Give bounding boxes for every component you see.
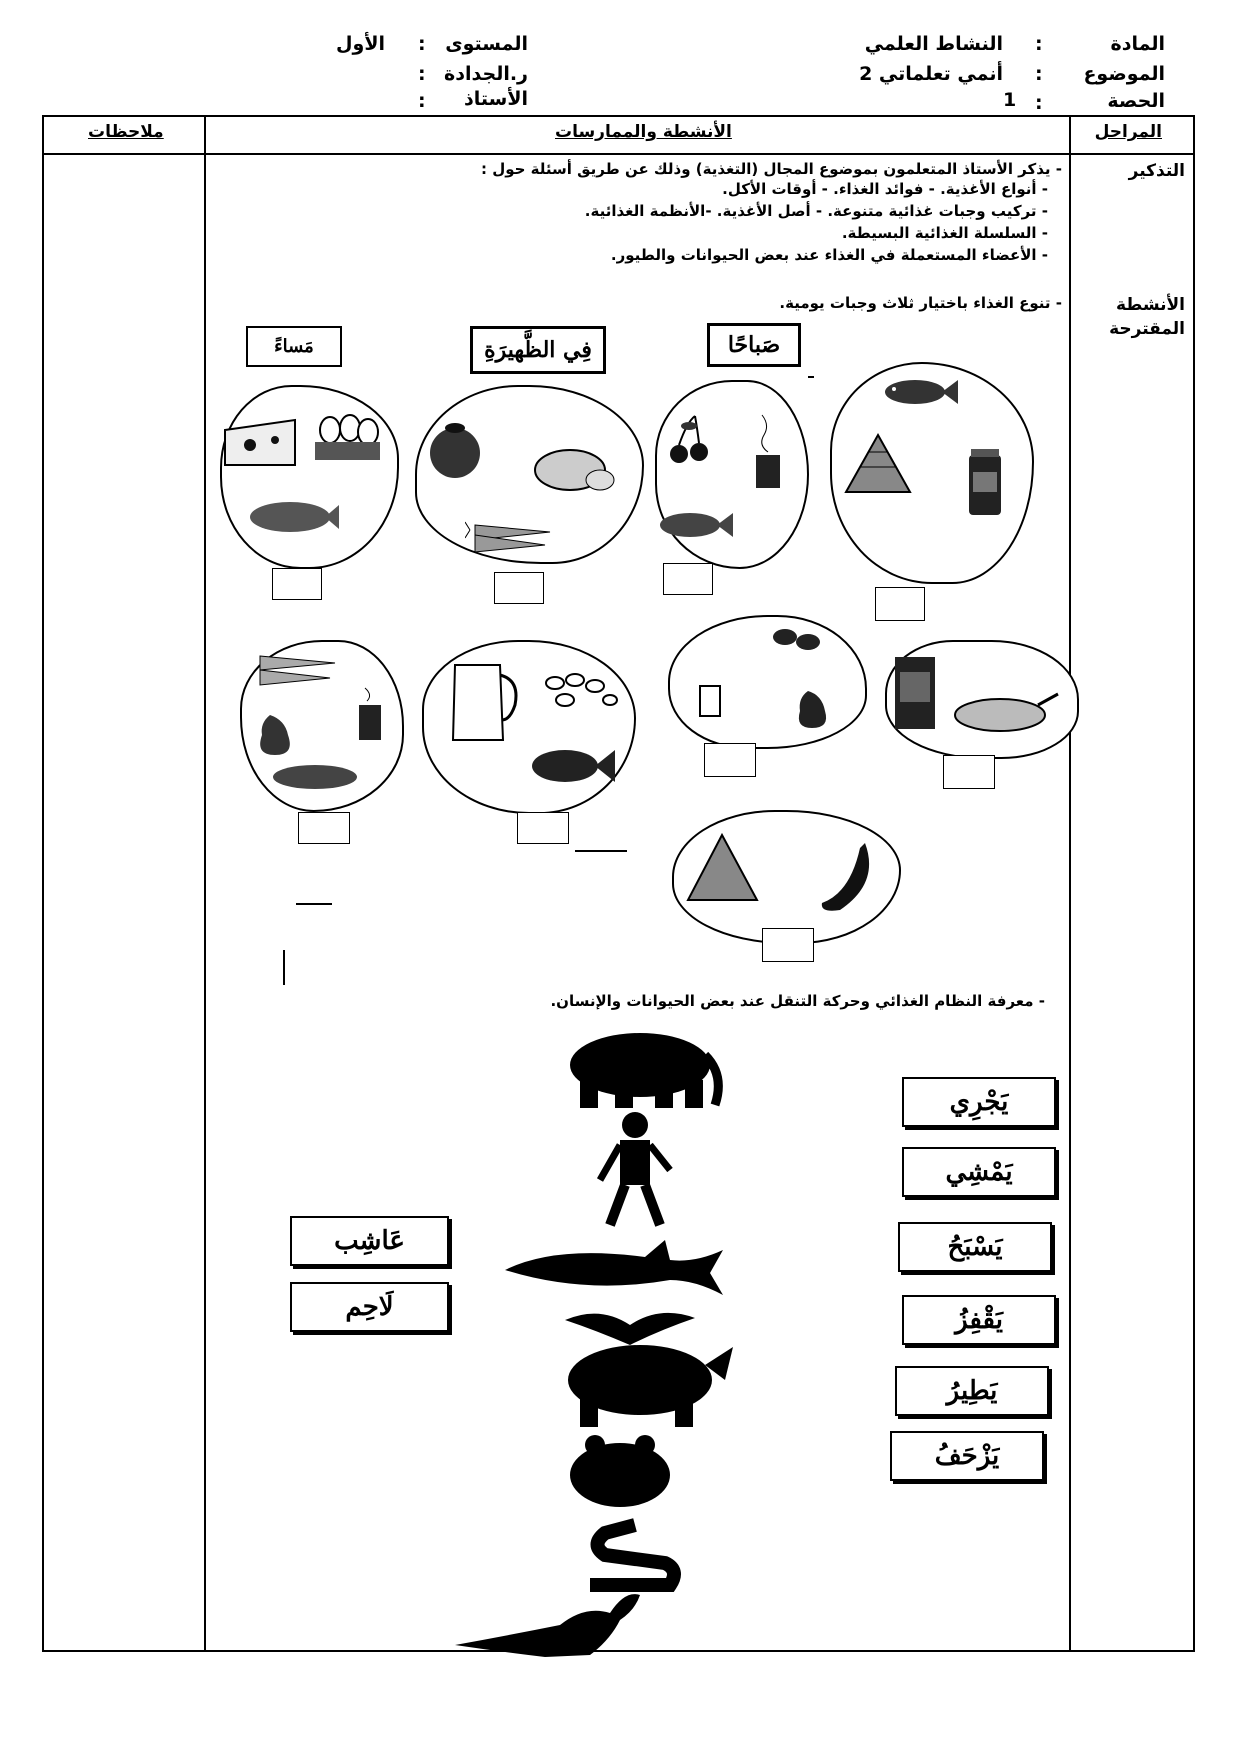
level-colon: : (418, 33, 426, 55)
milk-jug-icon (445, 650, 525, 750)
answer-box-9[interactable] (762, 928, 814, 962)
cup-icon (695, 678, 725, 718)
reminder-line4: - السلسلة الغذائية البسيطة. (841, 224, 1048, 242)
column-header-stages: المراحل (1094, 122, 1162, 142)
answer-box-1[interactable] (875, 587, 925, 621)
fish-icon (525, 738, 620, 793)
rhinoceros-icon (555, 1335, 735, 1430)
verb-swims: يَسْبَحُ (898, 1222, 1052, 1272)
session-colon: : (1035, 92, 1043, 114)
frog-icon (560, 1430, 680, 1515)
peanuts-icon (540, 668, 625, 713)
pyramid-cake-icon (685, 832, 760, 904)
answer-box-3[interactable] (494, 572, 544, 604)
eggs-icon (310, 410, 385, 465)
pear-icon (790, 683, 840, 733)
meal-label-noon: فِي الظَّهيرَةِ (470, 326, 606, 374)
reminder-line1: - يذكر الأستاذ المتعلمون بموضوع المجال (التغذية) وذلك عن طريق أسئلة حول : (480, 160, 1062, 178)
verb-jumps: يَقْفِزُ (902, 1295, 1056, 1345)
answer-box-2[interactable] (663, 563, 713, 595)
rice-plate-icon (950, 690, 1060, 735)
elephant-icon (555, 1025, 725, 1110)
subject-label: المادة (1110, 33, 1165, 55)
answer-box-7[interactable] (517, 812, 569, 844)
pyramid-cake-icon (843, 432, 913, 497)
dates-icon (770, 622, 830, 657)
subject-colon: : (1035, 33, 1043, 55)
activity1-instruction: - تنوع الغذاء باختيار ثلاث وجبات يومية. (779, 294, 1062, 312)
fish-icon (880, 372, 960, 412)
subject-value: النشاط العلمي (864, 33, 1003, 55)
carrot-icon (245, 648, 340, 688)
couscous-icon (270, 755, 360, 790)
juice-box-icon (890, 652, 940, 732)
stage-reminder: التذكير (1128, 161, 1185, 181)
orange-icon (425, 418, 485, 483)
teacher-colon: : (418, 90, 426, 112)
column-header-notes: ملاحظات (88, 122, 164, 142)
answer-box-4[interactable] (272, 568, 322, 600)
cheese-icon (220, 410, 300, 470)
column-header-activities: الأنشطة والممارسات (555, 122, 732, 142)
answer-box-5[interactable] (943, 755, 995, 789)
cup-icon (750, 410, 785, 490)
topic-colon: : (1035, 63, 1043, 85)
banana-icon (810, 838, 880, 918)
fish-icon (655, 505, 735, 545)
fish-icon (245, 495, 340, 540)
pear-icon (250, 705, 305, 760)
stage-activities-line2: المقترحة (1109, 319, 1185, 339)
kangaroo-icon (450, 1585, 650, 1660)
level-label: المستوى (445, 33, 528, 55)
topic-value: أنمي تعلماتي 2 (859, 63, 1003, 85)
reminder-line3: - تركيب وجبات غذائية متنوعة. - أصل الأغذية. -الأنظمة الغذائية. (584, 202, 1048, 220)
chicken-icon (520, 430, 620, 500)
session-label: الحصة (1107, 90, 1165, 112)
stage-activities-line1: الأنشطة (1115, 295, 1185, 315)
verb-walks: يَمْشِي (902, 1147, 1056, 1197)
shark-icon (495, 1235, 725, 1300)
meal-label-morning: صَباحًا (707, 323, 801, 367)
jar-icon (965, 447, 1005, 517)
reminder-line5: - الأعضاء المستعملة في الغذاء عند بعض الحيوانات والطيور. (610, 246, 1048, 264)
diet-herbivore: عَاشِب (290, 1216, 449, 1266)
verb-runs: يَجْرِي (902, 1077, 1056, 1127)
boy-walking-icon (590, 1110, 680, 1230)
activity2-instruction: - معرفة النظام الغذائي وحركة التنقل عند بعض الحيوانات والإنسان. (550, 992, 1045, 1010)
verb-flies: يَطِيرُ (895, 1366, 1049, 1416)
verb-crawls: يَزْحَفُ (890, 1431, 1044, 1481)
teacher-label: الأستاذ (464, 88, 528, 110)
snake-icon (575, 1515, 685, 1595)
diet-carnivore: لَاحِم (290, 1282, 449, 1332)
level-value: الأول (336, 33, 385, 55)
answer-box-8[interactable] (298, 812, 350, 844)
cherries-icon (665, 412, 715, 467)
school-colon: : (418, 63, 426, 85)
carrot-icon (465, 510, 555, 555)
cup-icon (355, 683, 385, 743)
meal-label-evening: مَساءً (246, 326, 342, 367)
topic-label: الموضوع (1083, 63, 1165, 85)
session-value: 1 (1003, 89, 1017, 111)
reminder-line2: - أنواع الأغذية. - فوائد الغذاء. - أوقات الأكل. (722, 180, 1048, 198)
answer-box-6[interactable] (704, 743, 756, 777)
school-label: ر.الجدادة (444, 63, 528, 85)
